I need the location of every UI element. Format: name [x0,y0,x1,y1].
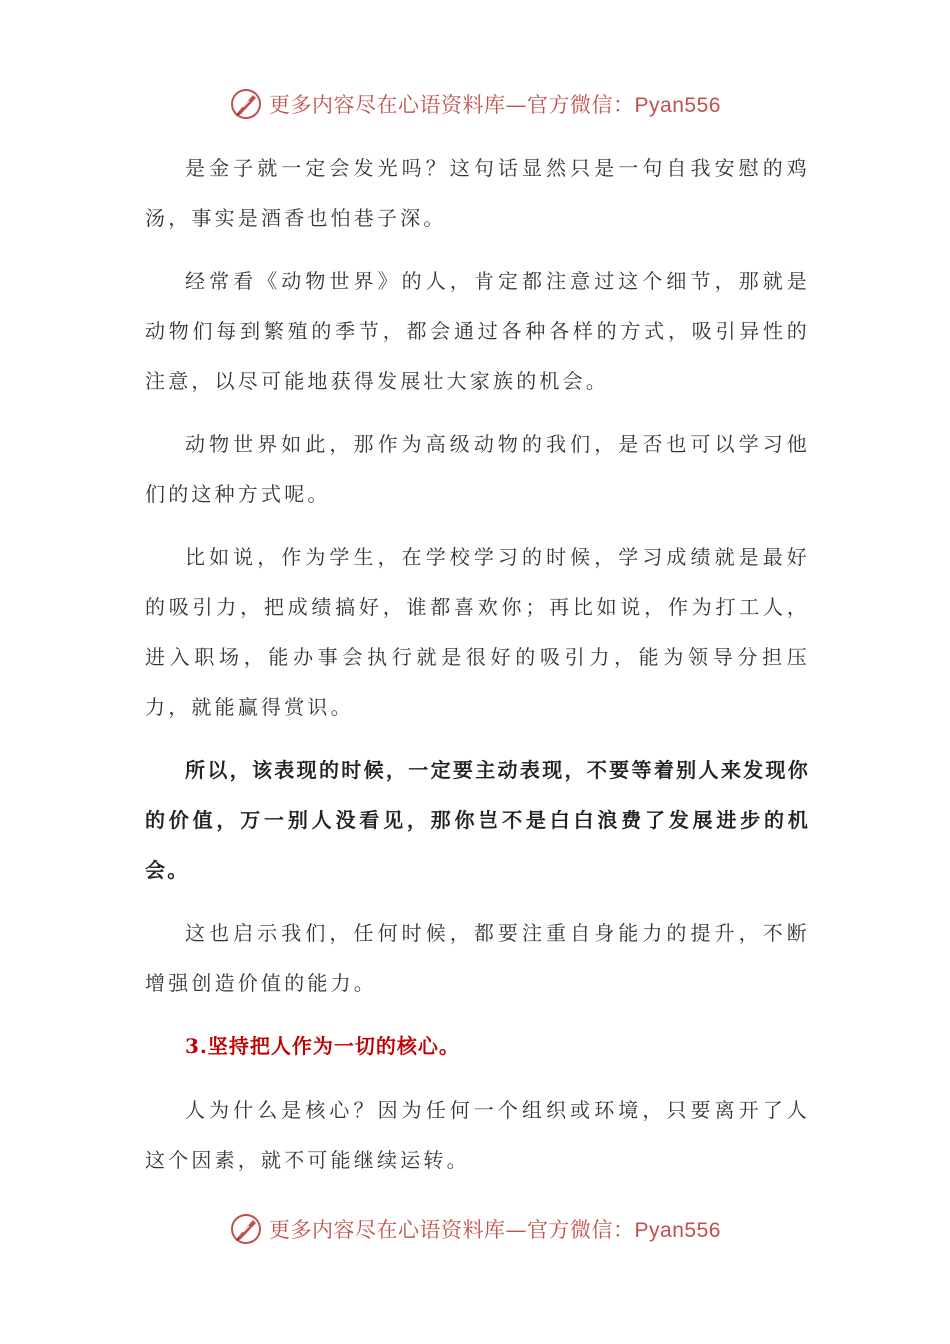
header-brand-text: 更多内容尽在心语资料库—官方微信：Pyan556 [269,93,721,117]
footer-wechat-id: Pyan556 [634,1219,721,1242]
paragraph-emphasis: 所以，该表现的时候，一定要主动表现，不要等着别人来发现你的价值，万一别人没看见，那你岂不是白白浪费了发展进步的机会。 [145,758,810,882]
paragraph-6: 这也启示我们，任何时候，都要注重自身能力的提升，不断增强创造价值的能力。 [145,921,810,995]
section-heading: 3.坚持把人作为一切的核心。 [185,1034,460,1058]
quill-pen-logo-icon [229,1212,263,1246]
paragraph-4: 比如说，作为学生，在学校学习的时候，学习成绩就是最好的吸引力，把成绩搞好，谁都喜欢你；再比如说，作为打工人，进入职场，能办事会执行就是很好的吸引力，能为领导分担压力，就能赢得赏识。 [145,545,810,719]
footer-brand-text: 更多内容尽在心语资料库—官方微信：Pyan556 [269,1218,721,1242]
header-banner-inner [229,87,721,121]
quill-pen-logo-icon [229,87,263,121]
paragraph-3: 动物世界如此，那作为高级动物的我们，是否也可以学习他们的这种方式呢。 [145,432,810,506]
paragraph-8: 人为什么是核心？因为任何一个组织或环境，只要离开了人这个因素，就不可能继续运转。 [145,1098,810,1172]
header-banner [0,84,950,124]
footer-banner [0,1209,950,1249]
paragraph-1: 是金子就一定会发光吗？这句话显然只是一句自我安慰的鸡汤，事实是酒香也怕巷子深。 [145,156,810,230]
header-wechat-id: Pyan556 [634,94,721,117]
document-body [145,143,810,1198]
paragraph-2: 经常看《动物世界》的人，肯定都注意过这个细节，那就是动物们每到繁殖的季节，都会通过各种各样的方式，吸引异性的注意，以尽可能地获得发展壮大家族的机会。 [145,269,810,393]
footer-banner-inner [229,1212,721,1246]
